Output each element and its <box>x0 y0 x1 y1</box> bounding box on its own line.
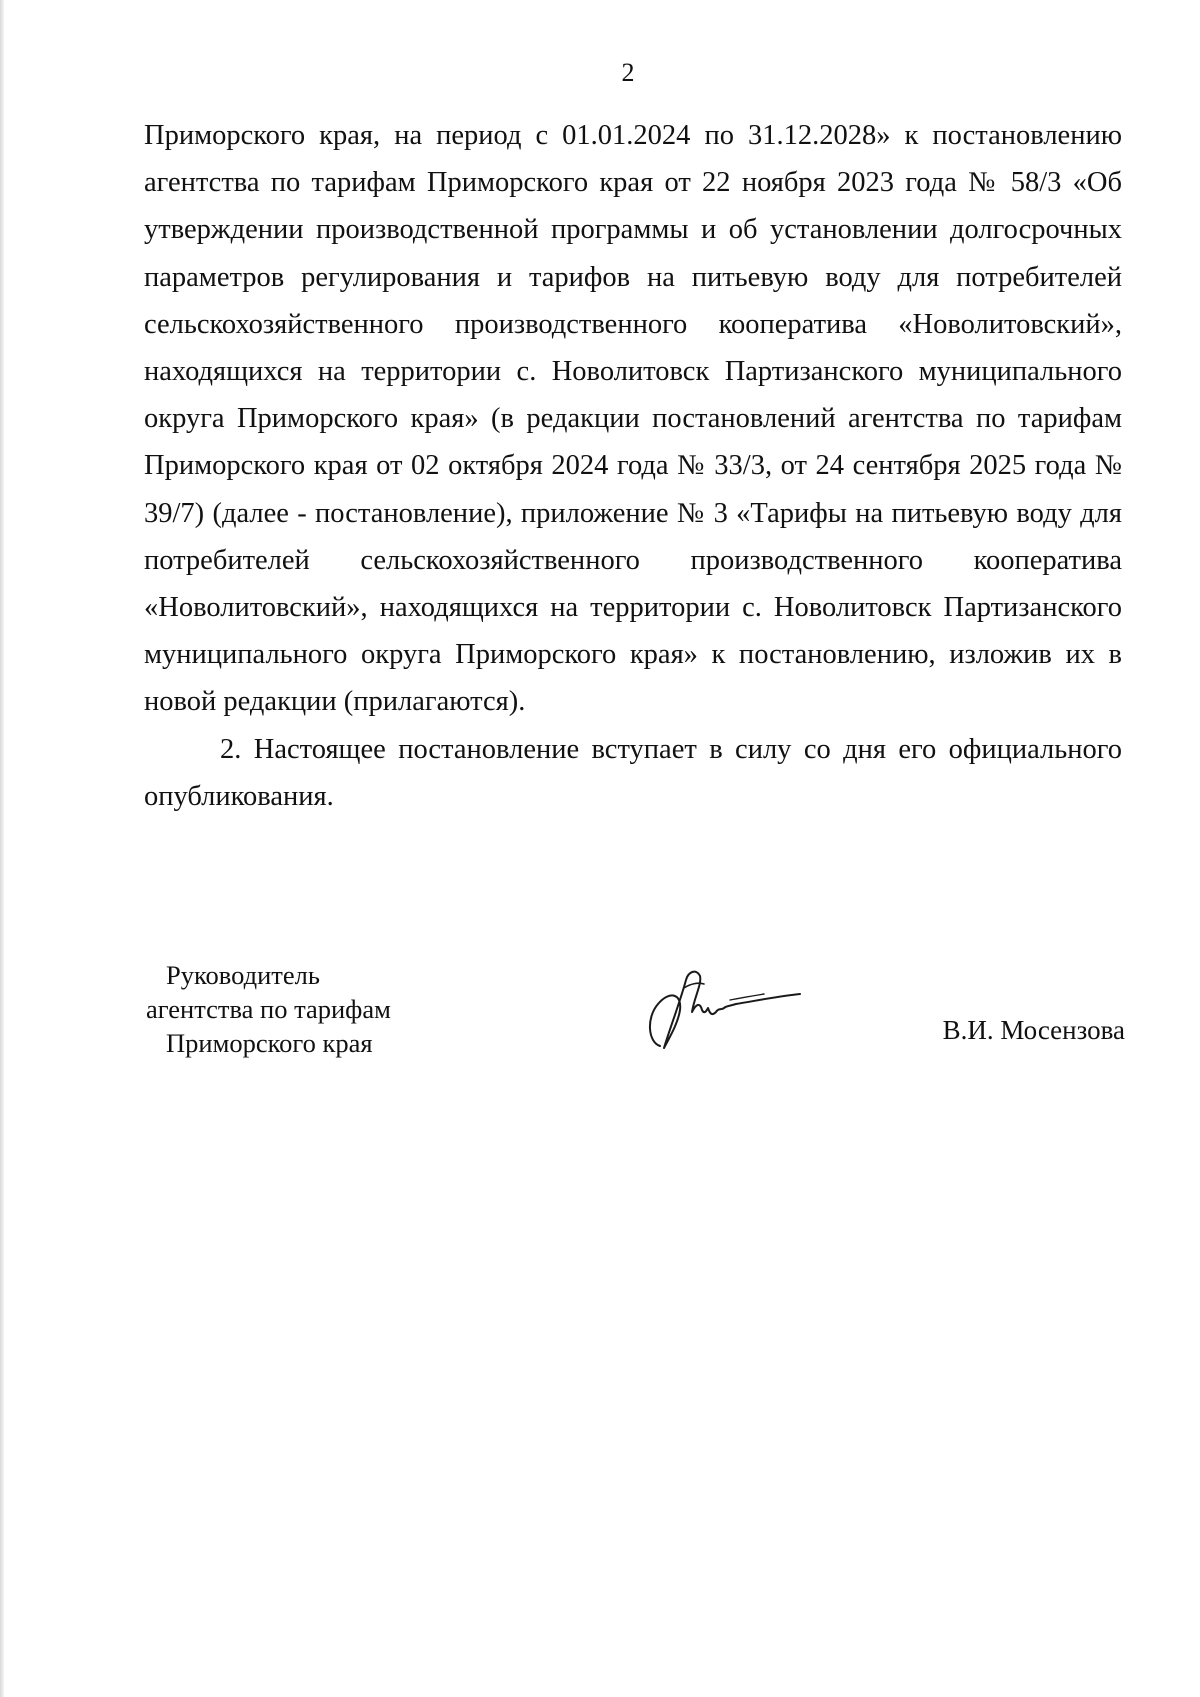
paragraph-continuation: Приморского края, на период с 01.01.2024 по 31.12.2028» к постановлению агентства по тарифам Приморского края от 22 ноября 2023 года № 58/3 «Об утверждении производственной программы и об установлении долгосрочных параметров регулирования и тарифов на питьевую воду для потребителей сельскохозяйственного производственного кооператива «Новолитовский», находящихся на территории с. Новолитовск Партизанского муниципального округа Приморского края» (в редакции постановлений агентства по тарифам Приморского края от 02 октября 2024 года № 33/3, от 24 сентября 2025 года № 39/7) (далее - постановление), приложение № 3 «Тарифы на питьевую воду для потребителей сельскохозяйственного производственного кооператива «Новолитовский», находящихся на территории с. Новолитовск Партизанского муниципального округа Приморского края» к постановлению, изложив их в новой редакции (прилагаются). <box>144 120 1122 718</box>
signatory-title <box>146 958 446 1060</box>
signatory-title-line-2: агентства по тарифам <box>146 994 391 1024</box>
handwritten-signature-icon <box>640 958 810 1058</box>
signatory-title-line-3: Приморского края <box>166 1028 373 1058</box>
page-number: 2 <box>621 58 635 87</box>
paragraph-effective-date: 2. Настоящее постановление вступает в силу со дня его официального опубликования. <box>144 733 1122 812</box>
signatory-title-line-1: Руководитель <box>166 960 320 990</box>
scan-edge <box>0 0 4 1697</box>
document-body <box>144 112 1122 820</box>
signatory-name: В.И. Мосензова <box>942 1015 1125 1045</box>
